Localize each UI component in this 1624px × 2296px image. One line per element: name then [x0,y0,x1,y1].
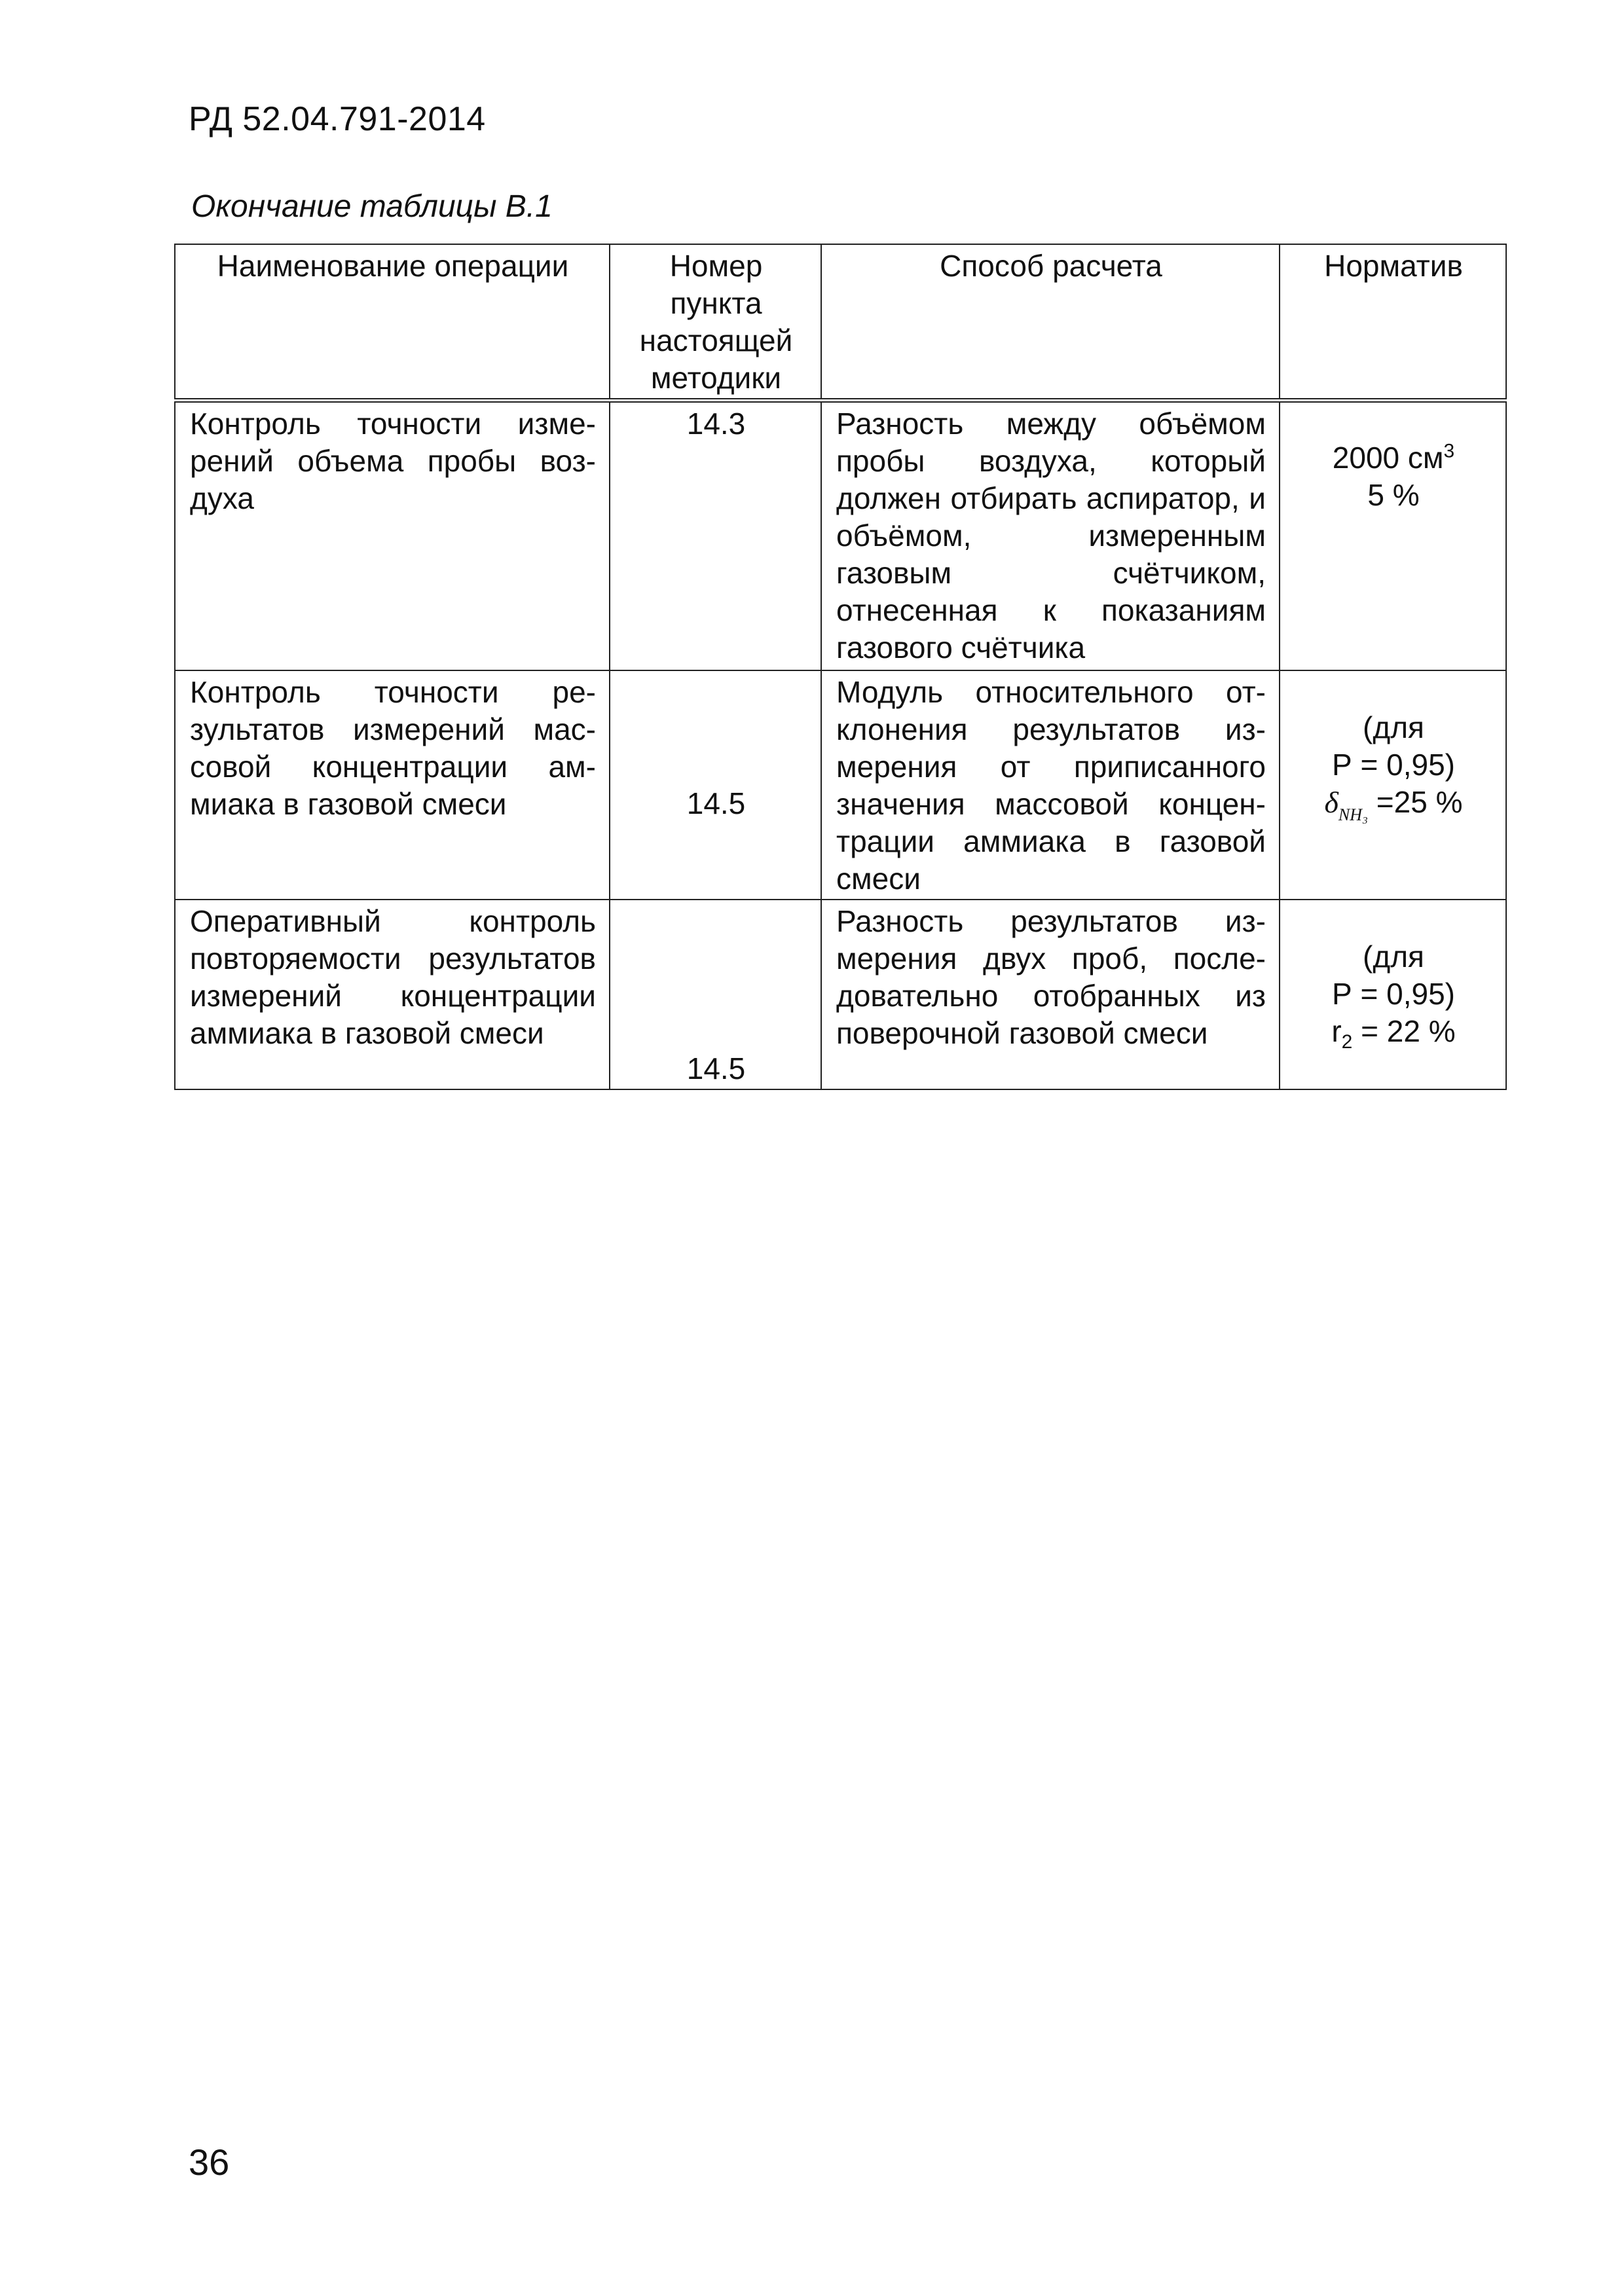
norm-volume: 2000 $см^3$ [1332,440,1455,475]
table-header-row [175,244,1506,401]
table-row [175,401,1506,670]
norm-cell [1280,401,1506,670]
calculation-method: Модуль относительного отклонения результатов измерения от приписанного значения массовой концентрации аммиака в газовой смеси [821,670,1280,900]
operation-name: Контроль точности результатов измерений массовой концентрации аммиака в газовой смеси [175,670,610,900]
norm-repeatability-value: $r_2 = 22$ % [1331,1013,1456,1053]
delta-symbol: δ [1324,785,1338,819]
column-header-norm: Норматив [1280,244,1506,401]
operations-table [174,244,1507,1090]
operation-name: Контроль точности измерений объема пробы воздуха [175,401,610,670]
norm-confidence-level: Р = 0,95) [1332,747,1455,782]
norm-accuracy-value: $\delta_{NH_3} =25$ % [1324,784,1463,824]
norm-confidence-open: (для [1363,939,1424,974]
column-header-clause-number: Номер пункта настоящей методики [610,244,821,401]
repeatability-symbol: r [1331,1013,1342,1048]
document-code: РД 52.04.791-2014 [189,100,486,138]
page-number: 36 [189,2141,230,2183]
calculation-method: Разность между объёмом пробы воздуха, который должен отбирать аспиратор, и объёмом, измеренным газовым счётчиком, отнесенная к показаниям газового счётчика [821,401,1280,670]
clause-number: 14.5 [610,670,821,900]
norm-volume-exponent: 3 [1443,440,1455,462]
norm-percent: 5 % [1367,478,1420,512]
repeatability-subscript: 2 [1341,1030,1353,1053]
norm-cell [1280,900,1506,1089]
table-row [175,900,1506,1089]
column-header-operation: Наименование операции [175,244,610,401]
norm-confidence-level: Р = 0,95) [1332,976,1455,1011]
table-caption: Окончание таблицы В.1 [191,189,553,224]
clause-number: 14.5 [610,900,821,1089]
clause-number: 14.3 [610,401,821,670]
norm-cell [1280,670,1506,900]
calculation-method: Разность результатов измерения двух проб, последовательно отобранных из поверочной газовой смеси [821,900,1280,1089]
column-header-calculation-method: Способ расчета [821,244,1280,401]
norm-confidence-open: (для [1363,710,1424,744]
table-row [175,670,1506,900]
operation-name: Оперативный контроль повторяемости результатов измерений концентрации аммиака в газовой смеси [175,900,610,1089]
delta-subscript: NH₃ [1338,805,1369,824]
